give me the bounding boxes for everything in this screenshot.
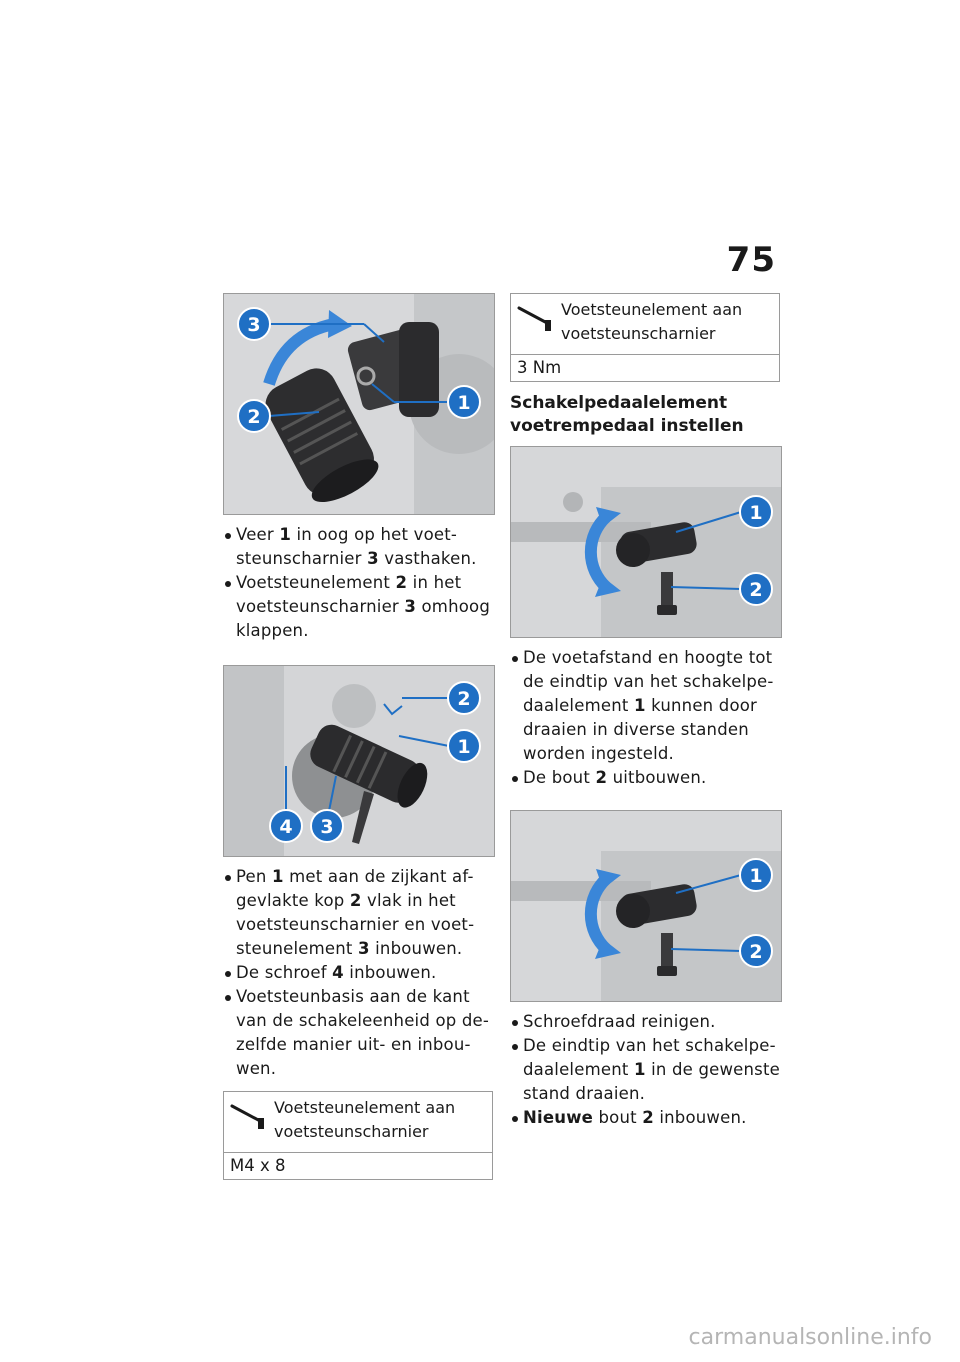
step-item: Schroefdraad reinigen. xyxy=(510,1010,780,1034)
step-item: De eindtip van het schakelpe-daalelement 1 in de gewenste stand draaien. xyxy=(510,1034,780,1106)
callout-2 xyxy=(238,400,270,432)
svg-text:2: 2 xyxy=(749,941,763,963)
left-column xyxy=(223,293,493,1180)
svg-text:1: 1 xyxy=(749,865,763,887)
steps-list-2 xyxy=(223,865,493,1081)
callout-4 xyxy=(270,810,302,842)
watermark[interactable]: carmanualsonline.info xyxy=(688,1325,932,1350)
step-item: Voetsteunelement 2 in het voetsteunscharnier 3 omhoog klappen. xyxy=(223,571,493,643)
step-item: De schroef 4 inbouwen. xyxy=(223,961,493,985)
svg-text:3: 3 xyxy=(247,314,261,336)
callout-1 xyxy=(740,496,772,528)
right-column xyxy=(510,293,780,1130)
torque-wrench-icon xyxy=(230,1102,268,1130)
step-item: Pen 1 met aan de zijkant af-gevlakte kop 2 vlak in het voetsteunscharnier en voet-steunelement 3 inbouwen. xyxy=(223,865,493,961)
figure-footrest-spring xyxy=(223,293,495,515)
svg-text:1: 1 xyxy=(457,392,471,414)
svg-text:1: 1 xyxy=(457,736,471,758)
steps-list-3 xyxy=(510,646,780,790)
spec-header: Voetsteunelement aan voetsteunscharnier xyxy=(224,1092,492,1153)
callout-3 xyxy=(311,810,343,842)
torque-spec-table-left xyxy=(223,1091,493,1180)
section-title: Schakelpedaalelement voetrempedaal instellen xyxy=(510,393,744,436)
spec-header: Voetsteunelement aan voetsteunscharnier xyxy=(511,294,779,355)
figure-shift-pedal-bolt xyxy=(510,810,782,1002)
step-item: Veer 1 in oog op het voet-steunscharnier 3 vasthaken. xyxy=(223,523,493,571)
svg-text:2: 2 xyxy=(457,688,471,710)
callout-2 xyxy=(740,935,772,967)
svg-text:4: 4 xyxy=(279,816,293,838)
steps-list-1 xyxy=(223,523,493,643)
svg-text:2: 2 xyxy=(749,579,763,601)
callout-2 xyxy=(740,573,772,605)
svg-text:1: 1 xyxy=(749,502,763,524)
step-item: De bout 2 uitbouwen. xyxy=(510,766,780,790)
figure-footrest-pin xyxy=(223,665,495,857)
torque-wrench-icon xyxy=(517,304,555,332)
callout-1 xyxy=(448,386,480,418)
svg-text:3: 3 xyxy=(320,816,334,838)
svg-text:2: 2 xyxy=(247,406,261,428)
page-number: 75 xyxy=(726,240,776,280)
spec-value: 3 Nm xyxy=(517,358,562,377)
torque-spec-table-right xyxy=(510,293,780,382)
step-item: De voetafstand en hoogte tot de eindtip van het schakelpe-daalelement 1 kunnen door draaien in diverse standen worden ingesteld. xyxy=(510,646,780,766)
spec-value: M4 x 8 xyxy=(230,1156,286,1175)
step-item: Nieuwe bout 2 inbouwen. xyxy=(510,1106,780,1130)
callout-1 xyxy=(448,730,480,762)
step-item: Voetsteunbasis aan de kant van de schakeleenheid op de-zelfde manier uit- en inbou-wen. xyxy=(223,985,493,1081)
figure-shift-pedal-adjust xyxy=(510,446,782,638)
steps-list-4 xyxy=(510,1010,780,1130)
callout-2 xyxy=(448,682,480,714)
callout-3 xyxy=(238,308,270,340)
callout-1 xyxy=(740,859,772,891)
